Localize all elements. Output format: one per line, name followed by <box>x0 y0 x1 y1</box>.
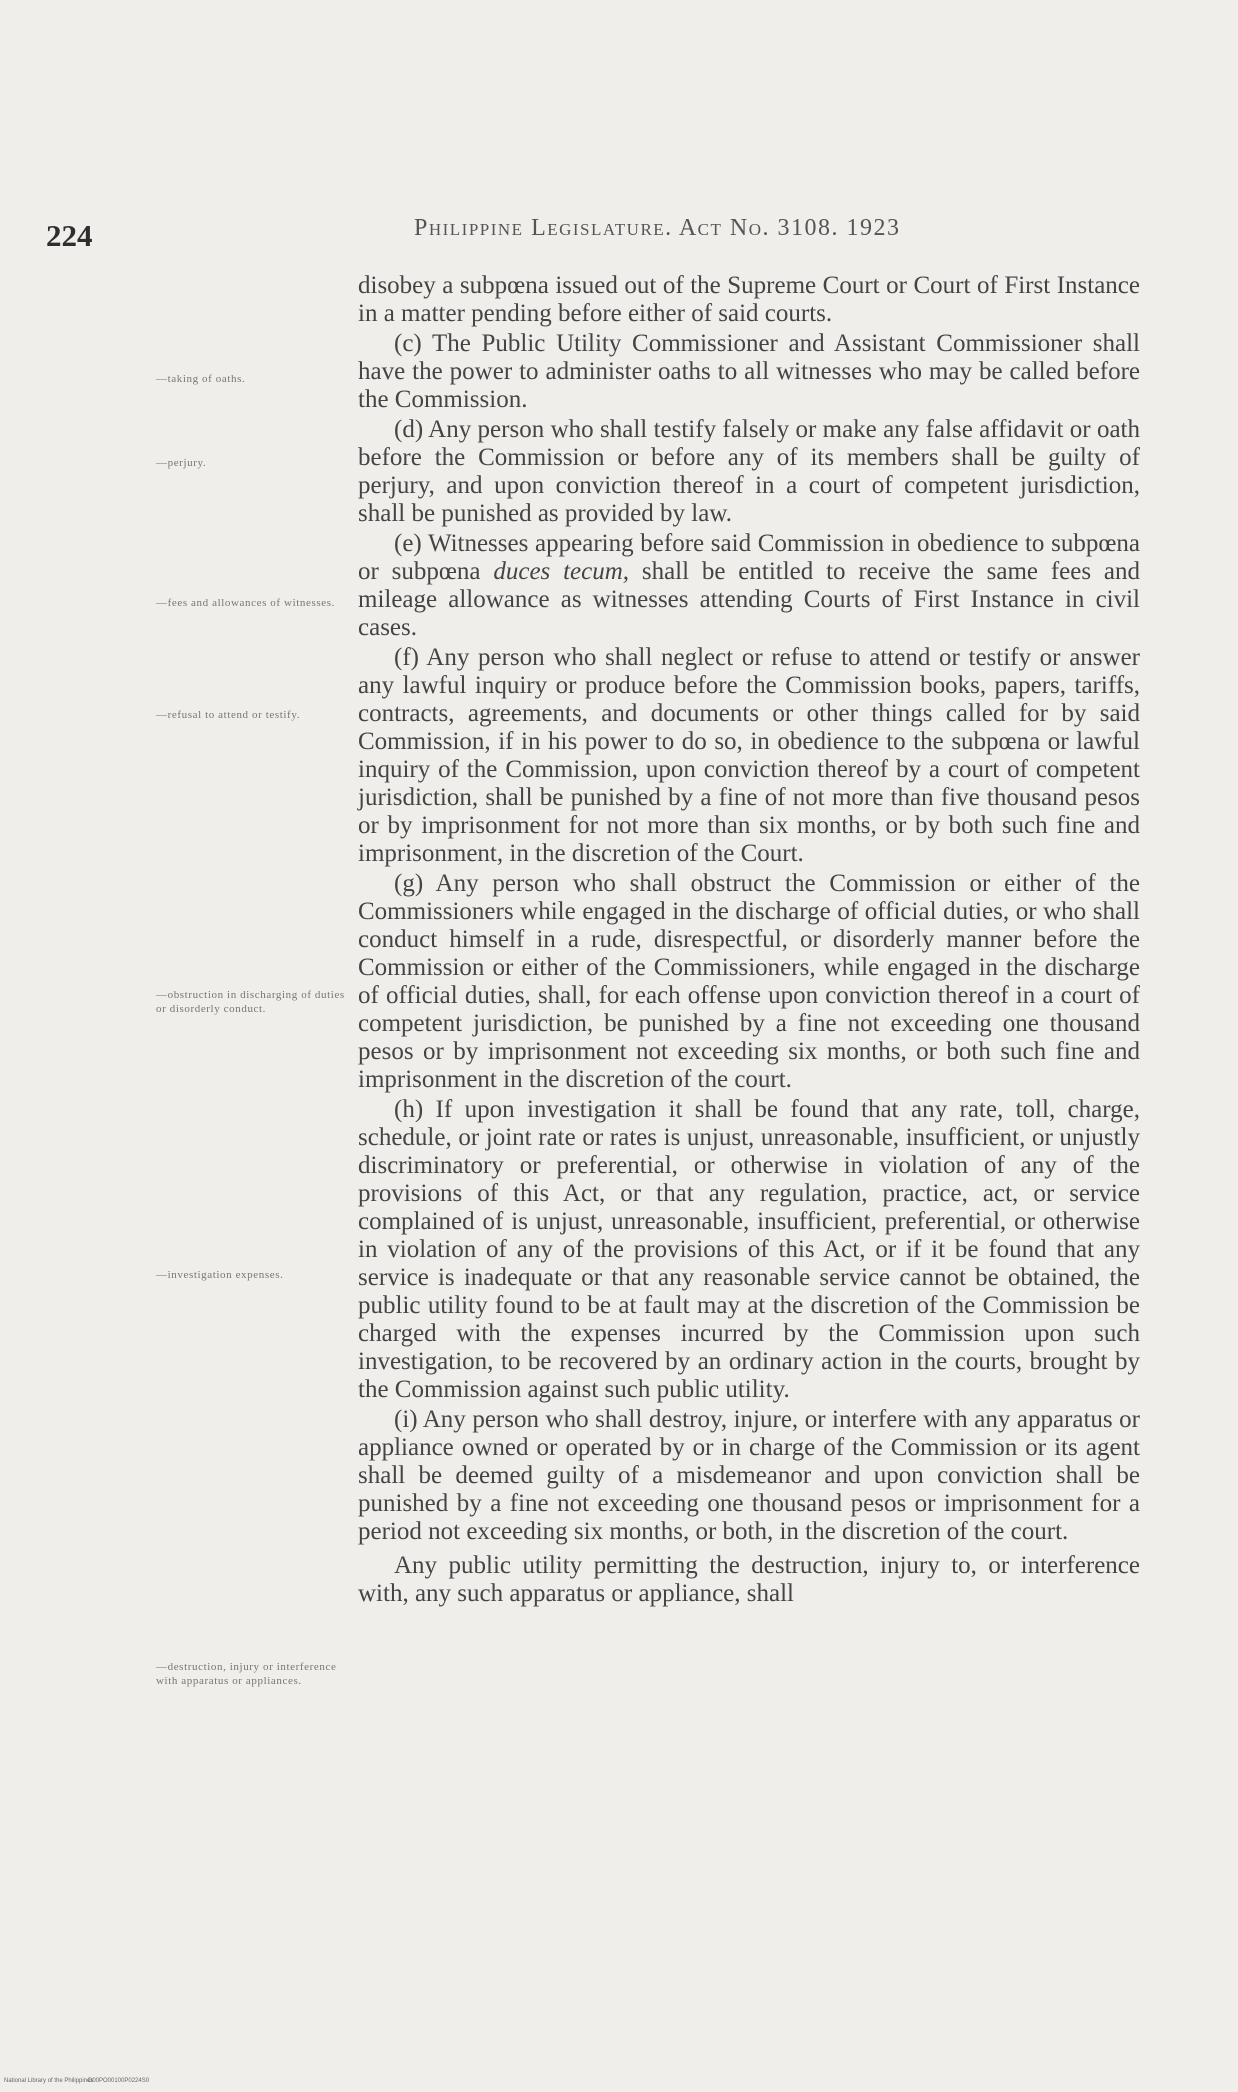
paragraph-e-italic: duces tecum, <box>493 558 630 585</box>
footer-id: D00PO00100P0224S0 <box>88 2078 150 2084</box>
paragraph-e-lead: (e) Witnesses appearing before said Commission in obedience to subpœna or subpœna <box>358 530 1140 585</box>
paragraph-final: Any public utility permitting the destruction, injury to, or interference with, any such apparatus or appliance, shall <box>358 1552 1140 1607</box>
sidenote-perjury: —perjury. <box>156 457 207 469</box>
paragraph-c: (c) The Public Utility Commissioner and Assistant Commissioner shall have the power to administer oaths to all witnesses who may be called before the Commission. <box>358 330 1140 413</box>
paragraph-d: (d) Any person who shall testify falsely or make any false affidavit or oath before the Commission or before any of its members shall be guilty of perjury, and upon conviction thereof in a court of competent jurisdiction, shall be punished as provided by law. <box>358 416 1140 527</box>
sidenote-fees-allowances: —fees and allowances of witnesses. <box>156 597 335 609</box>
sidenote-investigation: —investigation expenses. <box>156 1269 284 1281</box>
paragraph-f: (f) Any person who shall neglect or refuse to attend or testify or answer any lawful inquiry or produce before the Commission books, papers, tariffs, contracts, agreements, and documents or other things called for by said Commission, if in his power to do so, in obedience to the subpœna or lawful inquiry of the Commission, upon conviction thereof by a court of competent jurisdiction, shall be punished by a fine of not more than five thousand pesos or by imprisonment for not more than six months, or by both such fine and imprisonment, in the discretion of the Court. <box>358 644 1140 867</box>
paragraph-g: (g) Any person who shall obstruct the Commission or either of the Commissioners while engaged in the discharge of official duties, or who shall conduct himself in a rude, disrespectful, or disorderly manner before the Commission or either of the Commissioners, while engaged in the discharge of official duties, shall, for each offense upon conviction thereof in a court of competent jurisdiction, be punished by a fine not exceeding one thousand pesos or by imprisonment not exceeding six months, or both such fine and imprisonment in the discretion of the court. <box>358 870 1140 1093</box>
paragraph-i: (i) Any person who shall destroy, injure, or interfere with any apparatus or appliance owned or operated by or in charge of the Commission or its agent shall be deemed guilty of a misdemeanor and upon conviction shall be punished by a fine not exceeding one thousand pesos or imprisonment for a period not exceeding six months, or both, in the discretion of the court. <box>358 1406 1140 1545</box>
paragraph-e-tail: shall be entitled to receive the same fees and mileage allowance as witnesses attending Courts of First Instance in civil cases. <box>358 558 1140 641</box>
running-head: Philippine Legislature. Act No. 3108. 1923 <box>414 215 901 241</box>
footer-source: National Library of the Philippines <box>4 2078 94 2084</box>
sidenote-refusal: —refusal to attend or testify. <box>156 709 301 721</box>
sidenote-destruction: —destruction, injury or interference with apparatus or appliances. <box>156 1661 337 1687</box>
paragraph-continuation: disobey a subpœna issued out of the Supreme Court or Court of First Instance in a matter pending before either of said courts. <box>358 272 1140 327</box>
sidenote-obstruction: —obstruction in discharging of duties or disorderly conduct. <box>156 989 345 1015</box>
paragraph-h: (h) If upon investigation it shall be found that any rate, toll, charge, schedule, or joint rate or rates is unjust, unreasonable, insufficient, or unjustly discriminatory or preferential, or otherwise in violation of any of the provisions of this Act, or that any regulation, practice, act, or service complained of is unjust, unreasonable, insufficient, preferential, or otherwise in violation of any of the provisions of this Act, or if it be found that any service is inadequate or that any reasonable service cannot be obtained, the public utility found to be at fault may at the discretion of the Commission be charged with the expenses incurred by the Commission upon such investigation, to be recovered by an ordinary action in the courts, brought by the Commission against such public utility. <box>358 1096 1140 1403</box>
body-text <box>358 272 1140 1608</box>
sidenote-taking-of-oaths: —taking of oaths. <box>156 373 246 385</box>
paragraph-e <box>358 530 1140 642</box>
page-number: 224 <box>46 218 93 253</box>
